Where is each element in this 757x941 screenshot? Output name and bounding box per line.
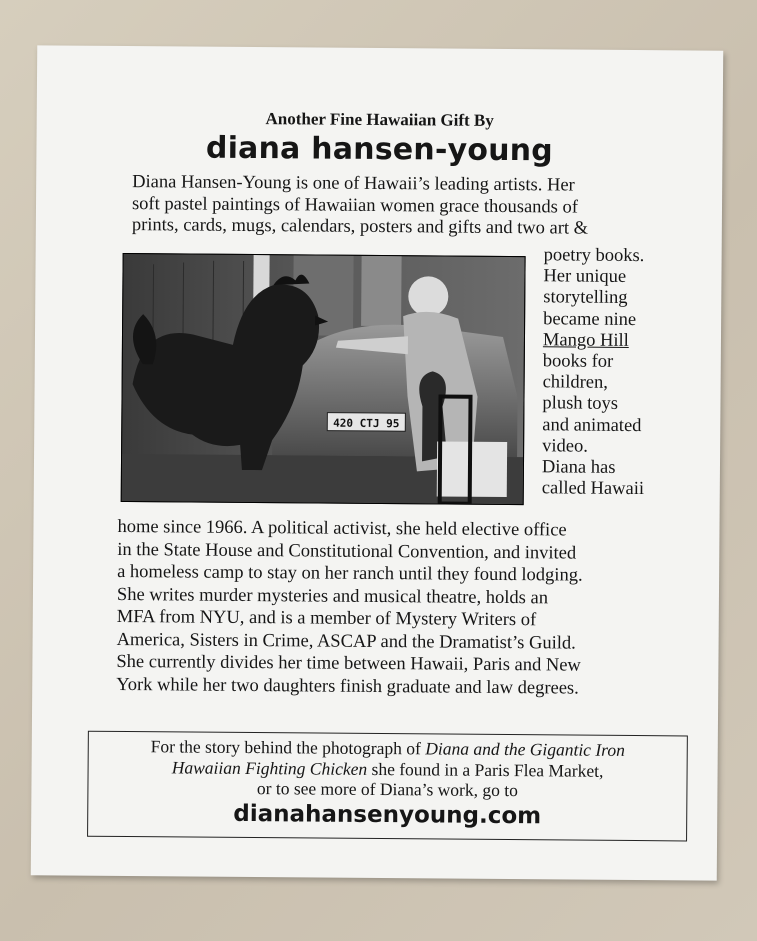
mango-hill-title: Mango Hill [542,330,629,351]
bio-line: a homeless camp to stay on her ranch until they found lodging. [117,561,583,586]
website-info-box [87,731,688,842]
bio-line: in the State House and Constitutional Convention, and invited [117,539,577,564]
intro-line: Diana Hansen-Young is one of Hawaii’s leading artists. Her [132,172,575,196]
box-text: she found in a Paris Flea Market, [367,758,604,781]
tagline: Another Fine Hawaiian Gift By [265,109,494,130]
side-line: Diana has [541,457,616,478]
intro-line: prints, cards, mugs, calendars, posters and gifts and two art & [131,215,589,239]
photo-illustration [122,254,525,504]
side-line: Her unique [543,266,627,288]
side-line: became nine [543,308,637,330]
side-line: children, [542,372,608,394]
bio-line: York while her two daughters finish graduate and law degrees. [116,674,579,699]
side-column-text [542,245,646,500]
intro-line: soft pastel paintings of Hawaiian women grace thousands of [131,193,579,218]
side-line: plush toys [542,393,619,415]
artist-name-title: diana hansen-young [205,130,554,169]
side-line: poetry books. [543,245,645,267]
license-plate-text: 420 CTJ 95 [333,416,400,431]
bio-line: MFA from NYU, and is a member of Mystery Writers of [116,606,537,631]
website-url[interactable]: dianahansenyoung.com [233,800,542,829]
photo-title-part-2: Hawaiian Fighting Chicken [171,756,368,779]
side-line: books for [542,351,614,372]
photo-title-part-1: Diana and the Gigantic Iron [425,738,625,760]
bio-line: America, Sisters in Crime, ASCAP and the Dramatist’s Guild. [116,629,576,654]
side-line: video. [542,436,588,457]
side-line: storytelling [543,287,628,309]
side-line: called Hawaii [541,478,645,500]
gift-card [31,45,723,880]
bio-paragraph [116,516,697,701]
side-line: and animated [542,414,642,436]
box-line-3: or to see more of Diana’s work, go to [256,778,518,801]
bio-line: home since 1966. A political activist, she held elective office [117,516,567,541]
intro-paragraph [132,172,672,241]
photo-artist-with-iron-chicken [121,253,526,505]
bio-line: She currently divides her time between Hawaii, Paris and New [116,651,581,676]
box-text: For the story behind the photograph of [150,736,426,759]
bio-line: She writes murder mysteries and musical theatre, holds an [116,584,549,608]
